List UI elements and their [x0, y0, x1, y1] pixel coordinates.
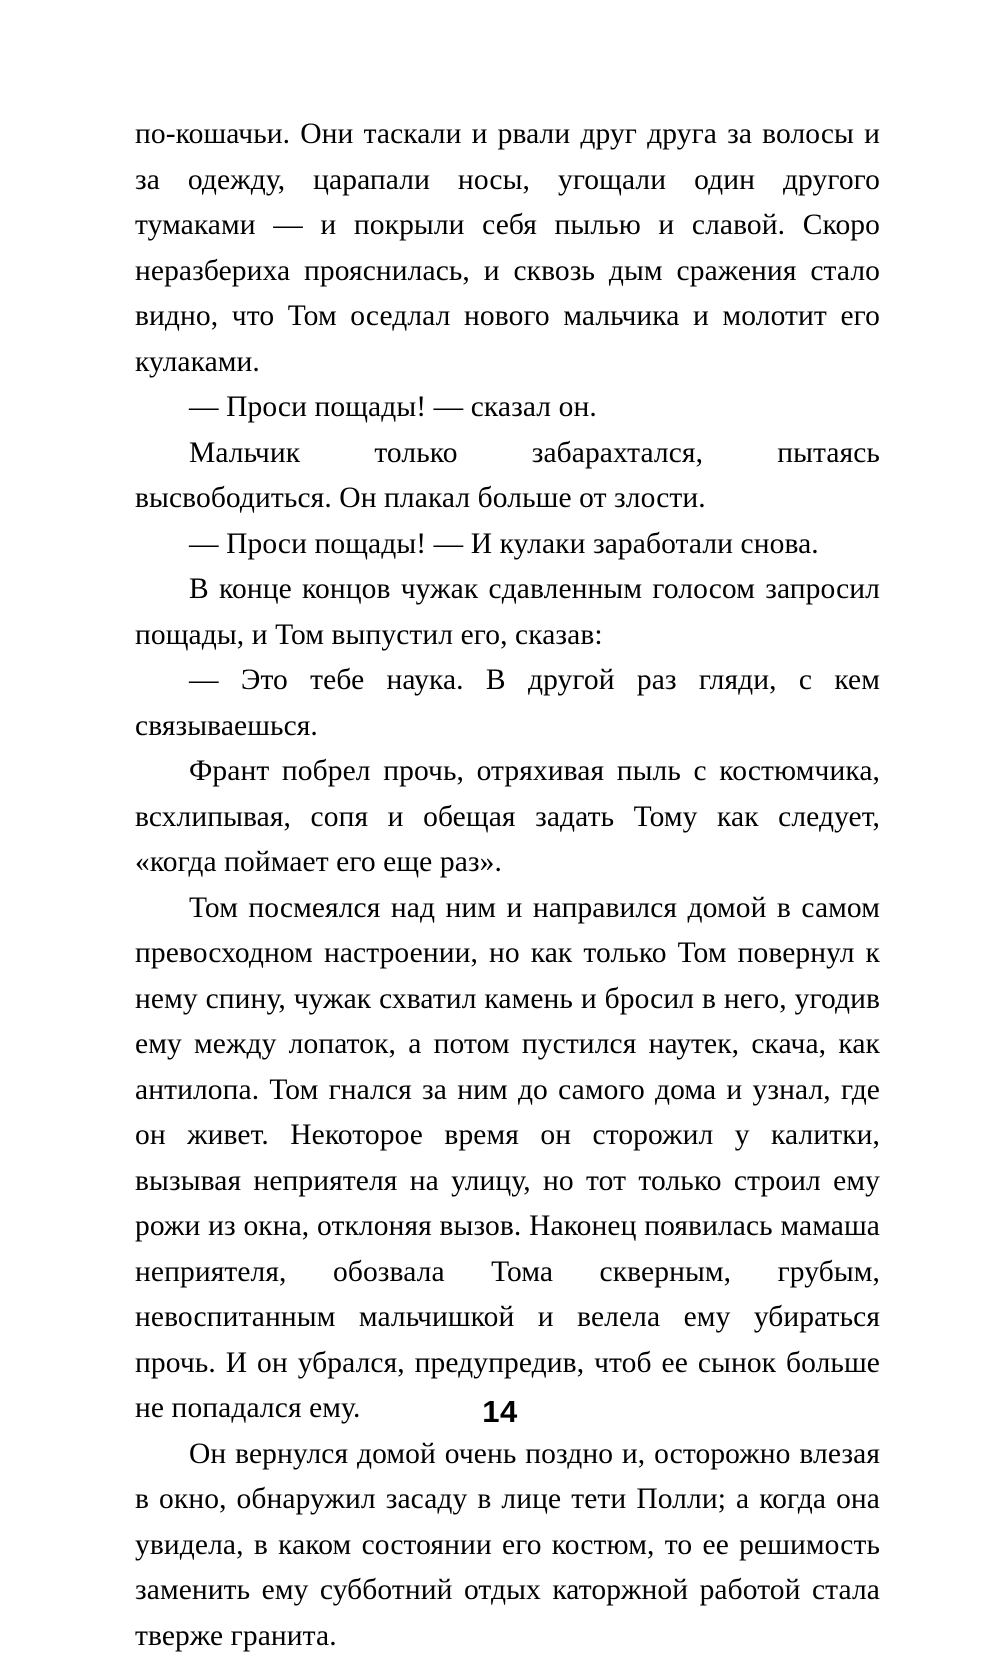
- paragraph: — Проси пощады! — сказал он.: [135, 385, 880, 431]
- paragraph: Франт побрел прочь, отряхивая пыль с костюмчика, всхлипывая, сопя и обещая задать Тому как следует, «когда поймает его еще раз».: [135, 749, 880, 886]
- paragraph: Мальчик только забарахтался, пытаясь высвободиться. Он плакал больше от злости.: [135, 431, 880, 522]
- paragraph: Том посмеялся над ним и направился домой в самом превосходном настроении, но как только Том повернул к нему спину, чужак схватил камень и бросил в него, угодив ему между лопаток, а потом пустился наутек, скача, как антилопа. Том гнался за ним до самого дома и узнал, где он живет. Некоторое время он сторожил у калитки, вызывая неприятеля на улицу, но тот только строил ему рожи из окна, отклоняя вызов. Наконец появилась мамаша неприятеля, обозвала Тома скверным, грубым, невоспитанным мальчишкой и велела ему убираться прочь. И он убрался, предупредив, чтоб ее сынок больше не попадался ему.: [135, 886, 880, 1432]
- paragraph: — Проси пощады! — И кулаки заработали снова.: [135, 522, 880, 568]
- page-number: 14: [0, 1394, 1000, 1430]
- paragraph: по-кошачьи. Они таскали и рвали друг друга за волосы и за одежду, царапали носы, угощали один другого тумаками — и покрыли себя пылью и славой. Скоро неразбериха прояснилась, и сквозь дым сражения стало видно, что Том оседлал нового мальчика и молотит его кулаками.: [135, 112, 880, 385]
- paragraph: В конце концов чужак сдавленным голосом запросил пощады, и Том выпустил его, сказав:: [135, 567, 880, 658]
- paragraph: — Это тебе наука. В другой раз гляди, с кем связываешься.: [135, 658, 880, 749]
- paragraph: Он вернулся домой очень поздно и, осторожно влезая в окно, обнаружил засаду в лице тети Полли; а когда она увидела, в каком состоянии его костюм, то ее решимость заменить ему субботний отдых каторжной работой стала тверже гранита.: [135, 1432, 880, 1659]
